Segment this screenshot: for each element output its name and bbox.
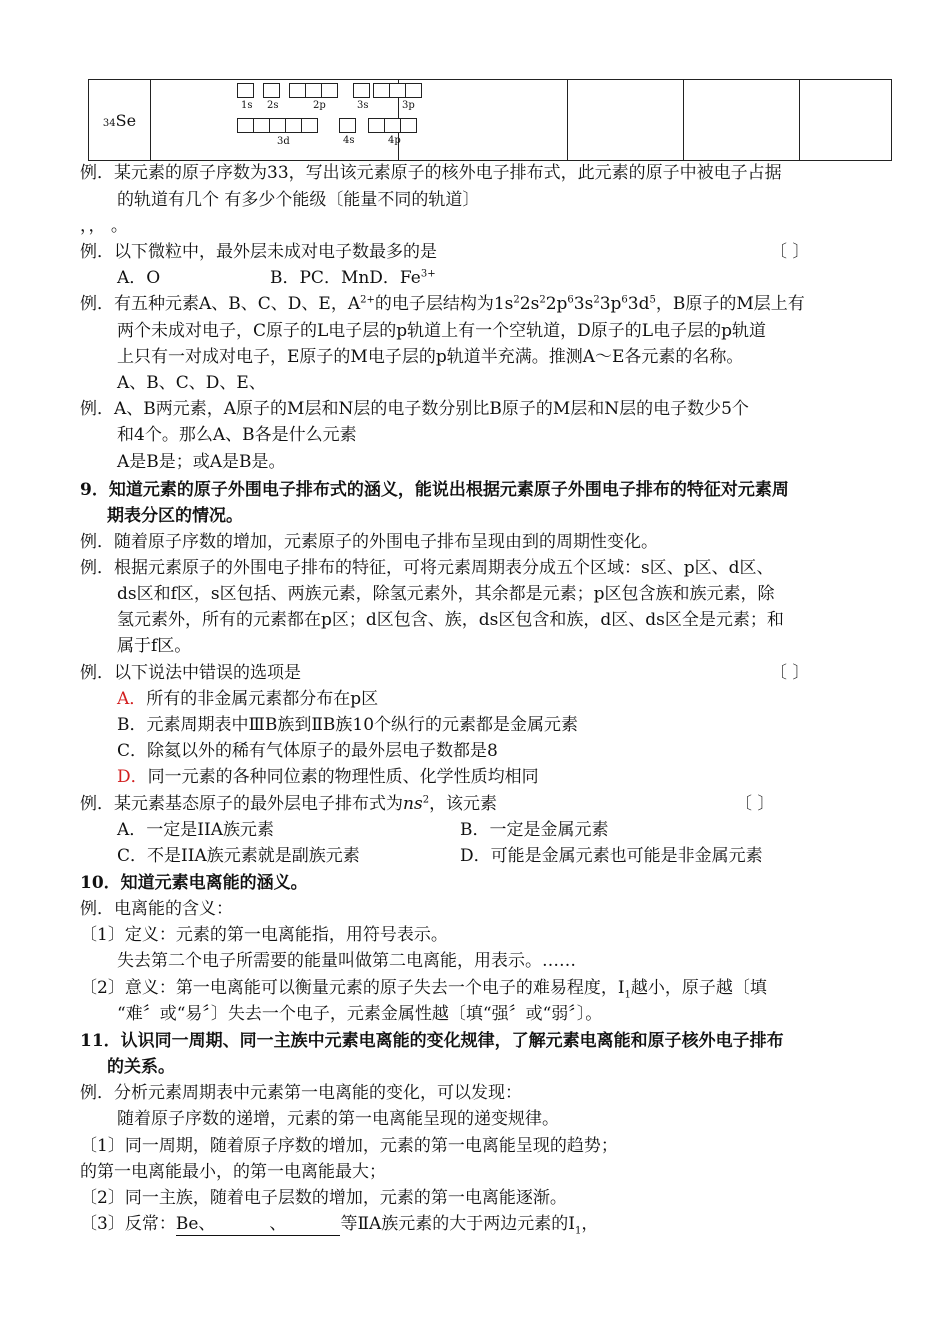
- options-text: B．PC．MnD．Fe: [270, 268, 421, 288]
- option-d: [117, 766, 539, 788]
- element-symbol: Se: [115, 110, 137, 130]
- text-line: [80, 293, 805, 315]
- text-line: 上只有一对成对电子，E原子的M电子层的p轨道半充满。推测A～E各元素的名称。: [117, 347, 744, 367]
- orbital-box: [289, 83, 306, 98]
- orbital-box: [339, 118, 356, 133]
- option-d: D．可能是金属元素也可能是非金属元素: [460, 846, 763, 866]
- text-line: 〔2〕同一主族，随着电子层数的增加，元素的第一电离能逐渐。: [80, 1188, 567, 1208]
- answer-bracket: 〔 〕: [735, 794, 775, 814]
- orbital-box: [353, 83, 370, 98]
- orbital-box: [405, 83, 422, 98]
- text-span: ，: [581, 1214, 599, 1234]
- option-a: [117, 688, 378, 710]
- text-span: 例．有五种元素A、B、C、D、E，A: [80, 294, 361, 314]
- text-line: [80, 1213, 598, 1236]
- text-span: ，B原子的M层上有: [655, 294, 805, 314]
- text-line: ds区和f区，s区包括、两族元素，除氢元素外，其余都是元素；p区包含族和族元素，除: [117, 584, 775, 604]
- option-a: A．O: [117, 268, 161, 288]
- superscript: 5: [649, 294, 656, 306]
- text-span: ，该元素: [429, 794, 498, 814]
- orbital-box: [269, 118, 286, 133]
- text-line: 的轨道有几个 有多少个能级〔能量不同的轨道〕: [117, 190, 480, 210]
- section-heading-9: 9．知道元素的原子外围电子排布式的涵义，能说出根据元素原子外围电子排布的特征对元素周: [80, 480, 789, 500]
- text-line: ，， 。: [80, 216, 128, 236]
- superscript: 2+: [360, 294, 375, 306]
- text-line: A、B、C、D、E、: [117, 373, 266, 393]
- blank-cell: [800, 80, 892, 161]
- option-a: A．一定是IIA族元素: [117, 820, 274, 840]
- text-line: 氢元素外，所有的元素都在p区；d区包含、族，ds区包含和族，d区、ds区全是元素；和: [117, 610, 784, 630]
- orbital-box: [368, 118, 385, 133]
- blank-cell: [568, 80, 684, 161]
- text-line: [80, 793, 497, 815]
- text-line: A是B是；或A是B是。: [117, 452, 286, 472]
- text-span: 2s: [519, 294, 540, 314]
- option-b: B．元素周期表中ⅢB族到ⅡB族10个纵行的元素都是金属元素: [117, 715, 579, 735]
- text-line: 〔1〕同一周期，随着原子序数的增加，元素的第一电离能呈现的趋势；: [80, 1136, 618, 1156]
- option-text: 所有的非金属元素都分布在p区: [146, 689, 379, 709]
- text-line: 例．以下微粒中，最外层未成对电子数最多的是: [80, 242, 437, 262]
- blank-cell: [399, 80, 568, 161]
- superscript: 6: [621, 294, 628, 306]
- orbital-label: 4p: [388, 135, 401, 146]
- text-line: 例．电离能的含义：: [80, 899, 233, 919]
- blank-cell: [684, 80, 800, 161]
- orbital-box: [384, 118, 401, 133]
- answer-bracket: 〔 〕: [770, 663, 810, 683]
- text-line: 例．根据元素原子的外围电子排布的特征，可将元素周期表分成五个区域：s区、p区、d区、: [80, 558, 774, 578]
- orbital-label: 4s: [343, 135, 355, 146]
- orbital-diagram: [151, 80, 415, 160]
- orbital-box: [263, 83, 280, 98]
- text-span: 〔3〕反常：: [80, 1214, 176, 1234]
- orbital-label: 2p: [313, 100, 326, 111]
- text-line: [80, 977, 767, 999]
- text-span: 的电子层结构为1s: [374, 294, 514, 314]
- text-line: 例．A、B两元素，A原子的M层和N层的电子数分别比B原子的M层和N层的电子数少5个: [80, 399, 749, 419]
- superscript: 2: [593, 294, 600, 306]
- option-b-d: [270, 267, 436, 289]
- option-text: 同一元素的各种同位素的物理性质、化学性质均相同: [147, 767, 539, 787]
- subscript: 1: [575, 1225, 582, 1237]
- superscript: 2: [422, 794, 430, 806]
- section-heading-9-cont: 期表分区的情况。: [107, 506, 243, 526]
- section-heading-10: 10．知道元素电离能的涵义。: [80, 873, 308, 893]
- option-letter: A．: [117, 689, 147, 709]
- orbital-box: [237, 83, 254, 98]
- option-c: C．不是IIA族元素就是副族元素: [117, 846, 360, 866]
- orbital-box: [389, 83, 406, 98]
- text-line: 随着原子序数的递增，元素的第一电离能呈现的递变规律。: [117, 1109, 559, 1129]
- text-line: 例．随着原子序数的增加，元素原子的外围电子排布呈现由到的周期性变化。: [80, 532, 658, 552]
- text-line: 和4个。那么A、B各是什么元素: [117, 425, 357, 445]
- section-heading-11-cont: 的关系。: [107, 1057, 175, 1077]
- text-span: 例．某元素基态原子的最外层电子排布式为: [80, 794, 403, 814]
- superscript: 2: [513, 294, 520, 306]
- orbital-label: 2s: [267, 100, 279, 111]
- text-span: 3p: [599, 294, 622, 314]
- text-line: 两个未成对电子，C原子的L电子层的p轨道上有一个空轨道，D原子的L电子层的p轨道: [117, 321, 766, 341]
- option-b: B．一定是金属元素: [460, 820, 609, 840]
- orbital-box: [253, 118, 270, 133]
- option-letter: D．: [117, 767, 148, 787]
- text-line: 例．分析元素周期表中元素第一电离能的变化，可以发现：: [80, 1083, 522, 1103]
- text-span: 3s: [573, 294, 594, 314]
- orbital-table: [88, 79, 892, 161]
- option-c: C．除氦以外的稀有气体原子的最外层电子数都是8: [117, 741, 498, 761]
- element-cell: [89, 80, 151, 161]
- text-line: 的第一电离能最小，的第一电离能最大；: [80, 1162, 386, 1182]
- text-line: 属于f区。: [117, 636, 192, 656]
- subscript: 1: [624, 989, 631, 1001]
- section-heading-11: 11．认识同一周期、同一主族中元素电离能的变化规律，了解元素电离能和原子核外电子排布: [80, 1031, 784, 1051]
- text-span: 3d: [627, 294, 650, 314]
- answer-bracket: 〔 〕: [770, 242, 810, 262]
- orbital-box: [373, 83, 390, 98]
- text-span: 越小，原子越〔填: [630, 978, 767, 998]
- superscript: 3+: [420, 268, 436, 280]
- text-span: 〔2〕意义：第一电离能可以衡量元素的原子失去一个电子的难易程度，I: [80, 978, 625, 998]
- orbital-box: [400, 118, 417, 133]
- text-line: 例．某元素的原子序数为33，写出该元素原子的核外电子排布式，此元素的原子中被电子占据: [80, 163, 782, 183]
- text-span: 2p: [545, 294, 568, 314]
- text-span: 等ⅡA族元素的大于两边元素的I: [340, 1214, 576, 1234]
- orbital-box: [285, 118, 302, 133]
- orbital-box: [301, 118, 318, 133]
- italic-text: ns: [403, 794, 423, 814]
- text-line: “难〞或“易〞〕失去一个电子，元素金属性越〔填“强〞或“弱〞〕。: [117, 1004, 603, 1024]
- orbital-label: 3p: [402, 100, 415, 111]
- orbital-diagram-cell: [151, 80, 415, 161]
- orbital-box: [237, 118, 254, 133]
- orbital-box: [321, 83, 338, 98]
- text-line: 失去第二个电子所需要的能量叫做第二电离能，用表示。……: [117, 951, 576, 971]
- text-line: 例．以下说法中错误的选项是: [80, 663, 301, 683]
- element-atomic-number: 34: [102, 117, 116, 129]
- orbital-box: [305, 83, 322, 98]
- text-line: 〔1〕定义：元素的第一电离能指，用符号表示。: [80, 925, 448, 945]
- superscript: 6: [567, 294, 574, 306]
- fill-in-blank: Be、 、: [175, 1214, 341, 1234]
- orbital-label: 3s: [357, 100, 369, 111]
- superscript: 2: [539, 294, 546, 306]
- orbital-label: 3d: [277, 136, 290, 147]
- orbital-label: 1s: [241, 100, 253, 111]
